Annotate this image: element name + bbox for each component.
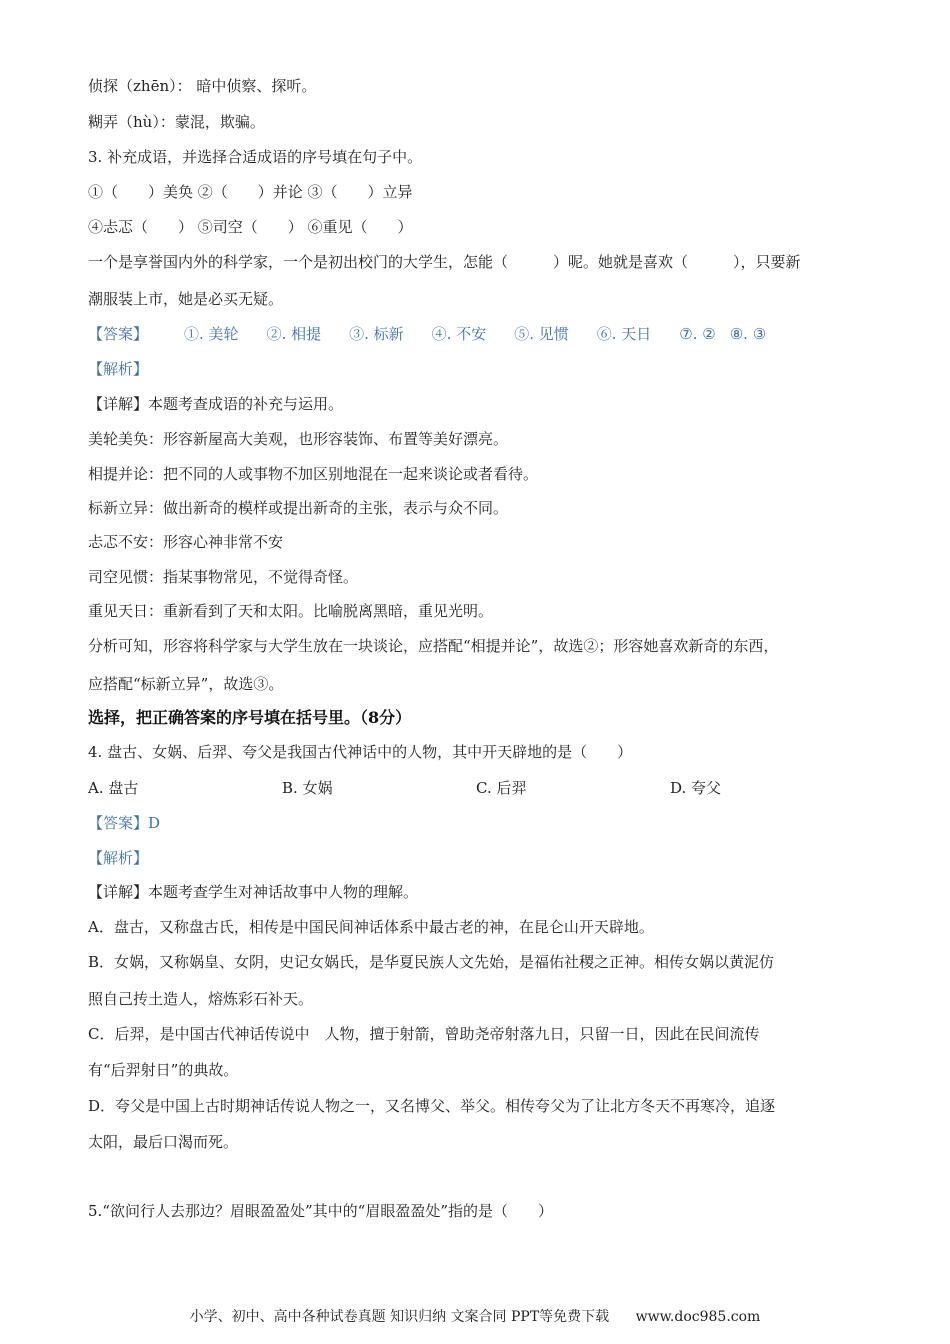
question-4-analysis-label: 【解析】 <box>88 849 149 867</box>
detail-line: 应搭配“标新立异”，故选③。 <box>88 675 284 693</box>
analysis-label: 【解析】 <box>88 360 149 378</box>
detail-line: 忐忑不安：形容心神非常不安 <box>88 533 284 551</box>
detail-line: 重见天日：重新看到了天和太阳。比喻脱离黑暗，重见光明。 <box>88 602 494 620</box>
answer-item: ②. 相提 <box>266 325 322 343</box>
detail-line: C．后羿，是中国古代神话传说中 人物，擅于射箭，曾助尧帝射落九日，只留一日，因此在民间流传 <box>88 1025 760 1043</box>
vocab-hunong: 糊弄（hù）：蒙混，欺骗。 <box>88 113 265 131</box>
option-b: B. 女娲 <box>282 779 333 797</box>
page-footer <box>0 1306 950 1326</box>
vocab-zhentan: 侦探（zhēn）： 暗中侦察、探听。 <box>88 77 317 95</box>
question-3-sentence-2: 潮服装上市，她是必买无疑。 <box>88 290 284 308</box>
answer-row <box>88 324 794 344</box>
footer-text: 小学、初中、高中各种试卷真题 知识归纳 文案合同 PPT等免费下载 <box>189 1309 610 1325</box>
question-5: 5.“欲问行人去那边？眉眼盈盈处”其中的“眉眼盈盈处”指的是（ ） <box>88 1202 553 1220</box>
question-4: 4. 盘古、女娲、后羿、夸父是我国古代神话中的人物，其中开天辟地的是（ ） <box>88 743 633 761</box>
answer-label: 【答案】 <box>88 325 149 343</box>
answer-item: ⑤. 见惯 <box>514 325 569 343</box>
detail-line: 照自己抟土造人，熔炼彩石补天。 <box>88 990 314 1008</box>
section-heading: 选择，把正确答案的序号填在括号里。（8分） <box>88 708 412 727</box>
detail-line: 美轮美奂：形容新屋高大美观，也形容装饰、布置等美好漂亮。 <box>88 430 509 448</box>
detail-intro: 【详解】本题考查学生对神话故事中人物的理解。 <box>88 883 419 901</box>
detail-intro: 【详解】本题考查成语的补充与运用。 <box>88 395 344 413</box>
answer-item: ⑥. 天日 <box>596 325 652 343</box>
detail-line: A．盘古，又称盘古氏，相传是中国民间神话体系中最古老的神，在昆仑山开天辟地。 <box>88 918 654 936</box>
answer-item: ⑧. ③ <box>729 325 767 343</box>
footer-link[interactable]: www.doc985.com <box>635 1309 761 1325</box>
question-3-sentence-1: 一个是享誉国内外的科学家，一个是初出校门的大学生，怎能（ ）呢。她就是喜欢（ ），只要新 <box>88 253 801 271</box>
detail-line: D．夸父是中国上古时期神话传说人物之一，又名博父、举父。相传夸父为了让北方冬天不再寒冷，追逐 <box>88 1097 776 1115</box>
question-3-options-1: ①（ ）美奂 ②（ ）并论 ③（ ）立异 <box>88 183 413 201</box>
detail-line: 分析可知，形容将科学家与大学生放在一块谈论，应搭配“相提并论”，故选②；形容她喜欢新奇的东西， <box>88 637 779 655</box>
option-d: D. 夸父 <box>670 779 722 797</box>
answer-item: ③. 标新 <box>349 325 404 343</box>
question-4-answer: 【答案】D <box>88 814 161 832</box>
detail-line: 司空见惯：指某事物常见，不觉得奇怪。 <box>88 568 359 586</box>
detail-line: 有“后羿射日”的典故。 <box>88 1061 239 1079</box>
answer-item: ④. 不安 <box>431 325 487 343</box>
option-c: C. 后羿 <box>476 779 527 797</box>
question-3: 3. 补充成语，并选择合适成语的序号填在句子中。 <box>88 148 423 166</box>
option-a: A. 盘古 <box>88 779 139 797</box>
detail-line: 太阳，最后口渴而死。 <box>88 1133 239 1151</box>
answer-item: ⑦. ② <box>679 325 716 343</box>
detail-line: 标新立异：做出新奇的模样或提出新奇的主张，表示与众不同。 <box>88 499 509 517</box>
detail-line: 相提并论：把不同的人或事物不加区别地混在一起来谈论或者看待。 <box>88 465 539 483</box>
answer-item: ①. 美轮 <box>184 325 239 343</box>
detail-line: B．女娲，又称娲皇、女阴，史记女娲氏，是华夏民族人文先始，是福佑社稷之正神。相传女娲以黄泥仿 <box>88 953 775 971</box>
question-3-options-2: ④忐忑（ ） ⑤司空（ ） ⑥重见（ ） <box>88 218 413 236</box>
